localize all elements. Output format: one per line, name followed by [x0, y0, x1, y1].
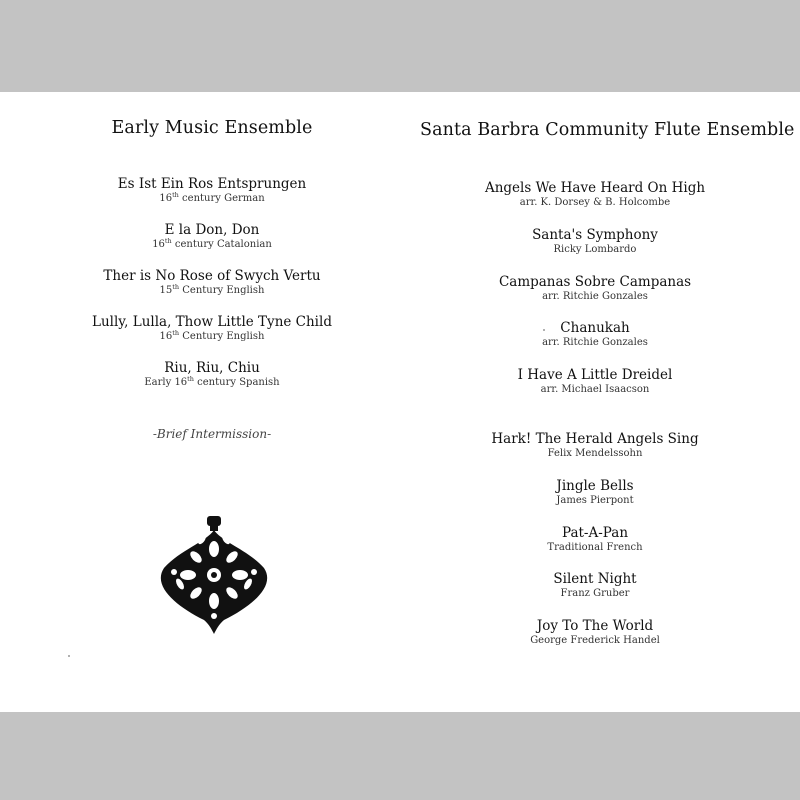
early-music-heading: Early Music Ensemble [111, 118, 313, 138]
piece-credit: Felix Mendelssohn [547, 448, 643, 459]
program-item [420, 618, 770, 648]
piece-title: Lully, Lulla, Thow Little Tyne Child [92, 314, 332, 330]
piece-title: I Have A Little Dreidel [517, 367, 673, 383]
program-item [420, 525, 770, 555]
piece-credit: George Frederick Handel [530, 635, 660, 646]
program-item [420, 478, 770, 508]
piece-credit: James Pierpont [556, 495, 634, 506]
piece-credit: arr. Ritchie Gonzales [542, 291, 648, 302]
piece-title: Santa's Symphony [532, 227, 658, 243]
piece-title: Ther is No Rose of Swych Vertu [103, 268, 321, 284]
piece-credit: Traditional French [547, 542, 643, 553]
piece-credit: arr. Ritchie Gonzales [542, 337, 648, 348]
piece-title: Campanas Sobre Campanas [498, 274, 692, 290]
program-item [62, 222, 362, 252]
program-item [62, 360, 362, 390]
piece-title: Jingle Bells [556, 478, 634, 494]
program-item [420, 227, 770, 257]
piece-title: Pat-A-Pan [561, 525, 629, 541]
print-speck [68, 655, 70, 657]
piece-title: Chanukah [560, 320, 630, 336]
piece-origin: 16th century Catalonian [152, 237, 272, 250]
program-item [62, 176, 362, 206]
piece-credit: Ricky Lombardo [553, 244, 637, 255]
piece-title: Es Ist Ein Ros Entsprungen [117, 176, 307, 192]
piece-origin: Early 16th century Spanish [144, 375, 280, 388]
piece-origin: 15th Century English [159, 283, 265, 296]
piece-credit: arr. Michael Isaacson [540, 384, 650, 395]
piece-origin: 16th Century English [159, 329, 265, 342]
piece-title: Silent Night [553, 571, 637, 587]
piece-credit: Franz Gruber [560, 588, 630, 599]
program-item [62, 268, 362, 298]
piece-title: Angels We Have Heard On High [484, 180, 706, 196]
print-speck [543, 329, 545, 331]
piece-credit: arr. K. Dorsey & B. Holcombe [519, 197, 671, 208]
flute-ensemble-heading: Santa Barbra Community Flute Ensemble [420, 120, 795, 140]
program-page [0, 92, 800, 712]
program-item [420, 180, 770, 210]
program-item [62, 314, 362, 344]
program-item [420, 274, 770, 304]
piece-title: Hark! The Herald Angels Sing [491, 431, 699, 447]
program-item [420, 431, 770, 461]
intermission-note: -Brief Intermission- [152, 427, 272, 441]
program-item [420, 571, 770, 601]
piece-title: Joy To The World [536, 618, 654, 634]
program-item [420, 367, 770, 397]
piece-title: Riu, Riu, Chiu [164, 360, 260, 376]
piece-origin: 16th century German [159, 191, 265, 204]
piece-title: E la Don, Don [164, 222, 260, 238]
program-item [420, 320, 770, 350]
christmas-ornament-icon [158, 516, 270, 634]
